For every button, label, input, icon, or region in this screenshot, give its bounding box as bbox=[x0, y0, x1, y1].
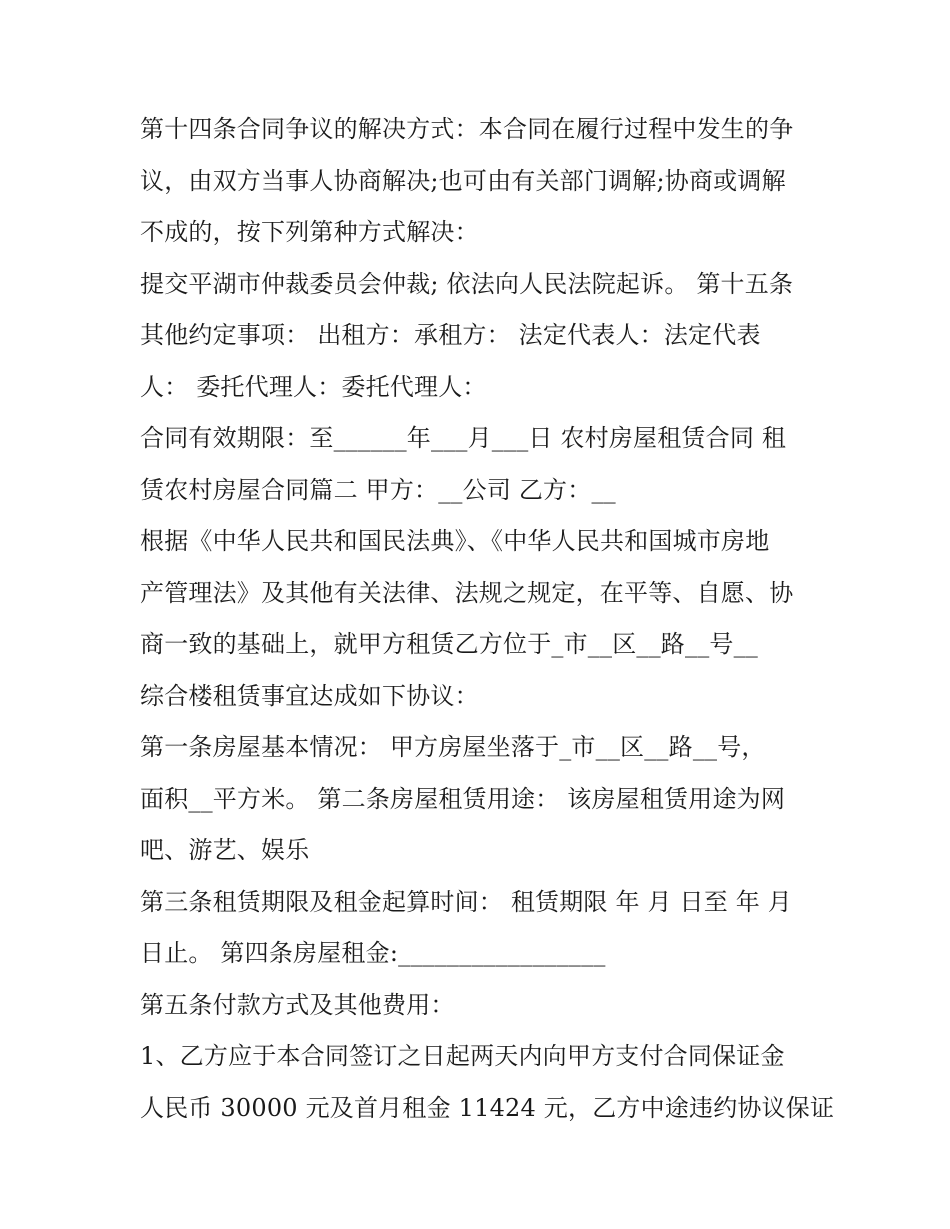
text-line: 根据《中华人民共和国民法典》、《中华人民共和国城市房地 bbox=[140, 527, 770, 555]
text-line: 1、乙方应于本合同签订之日起两天内向甲方支付合同保证金 bbox=[140, 1042, 785, 1070]
text-line: 吧、游艺、娱乐 bbox=[140, 836, 310, 864]
text-line: 人： 委托代理人：委托代理人： bbox=[140, 372, 487, 401]
text-line: 第三条租赁期限及租金起算时间： 租赁期限 年 月 日至 年 月 bbox=[140, 887, 792, 916]
text-line: 商一致的基础上，就甲方租赁乙方位于_市__区__路__号__ bbox=[140, 630, 758, 658]
text-line: 日止。 第四条房屋租金:_________________ bbox=[140, 939, 606, 967]
text-line: 议，由双方当事人协商解决;也可由有关部门调解;协商或调解 bbox=[140, 166, 786, 195]
text-line: 合同有效期限：至______年___月___日 农村房屋租赁合同 租 bbox=[140, 424, 787, 452]
text-line: 第一条房屋基本情况： 甲方房屋坐落于_市__区__路__号， bbox=[140, 733, 766, 761]
text-line: 面积__平方米。 第二条房屋租赁用途： 该房屋租赁用途为网 bbox=[140, 784, 786, 813]
text-line: 第十四条合同争议的解决方式：本合同在履行过程中发生的争 bbox=[140, 115, 794, 143]
text-line: 人民币 30000 元及首月租金 11424 元，乙方中途违约协议保证 bbox=[140, 1093, 835, 1122]
text-line: 不成的，按下列第种方式解决： bbox=[140, 218, 479, 246]
document-body bbox=[140, 104, 835, 1134]
text-line: 综合楼租赁事宜达成如下协议： bbox=[140, 681, 479, 710]
text-line: 产管理法》及其他有关法律、法规之规定，在平等、自愿、协 bbox=[140, 578, 794, 607]
text-line: 提交平湖市仲裁委员会仲裁; 依法向人民法院起诉。 第十五条 bbox=[140, 269, 794, 298]
text-line: 第五条付款方式及其他费用： bbox=[140, 990, 455, 1019]
text-line: 其他约定事项： 出租方：承租方： 法定代表人：法定代表 bbox=[140, 321, 761, 349]
text-line: 赁农村房屋合同篇二 甲方：__公司 乙方：__ bbox=[140, 475, 616, 504]
